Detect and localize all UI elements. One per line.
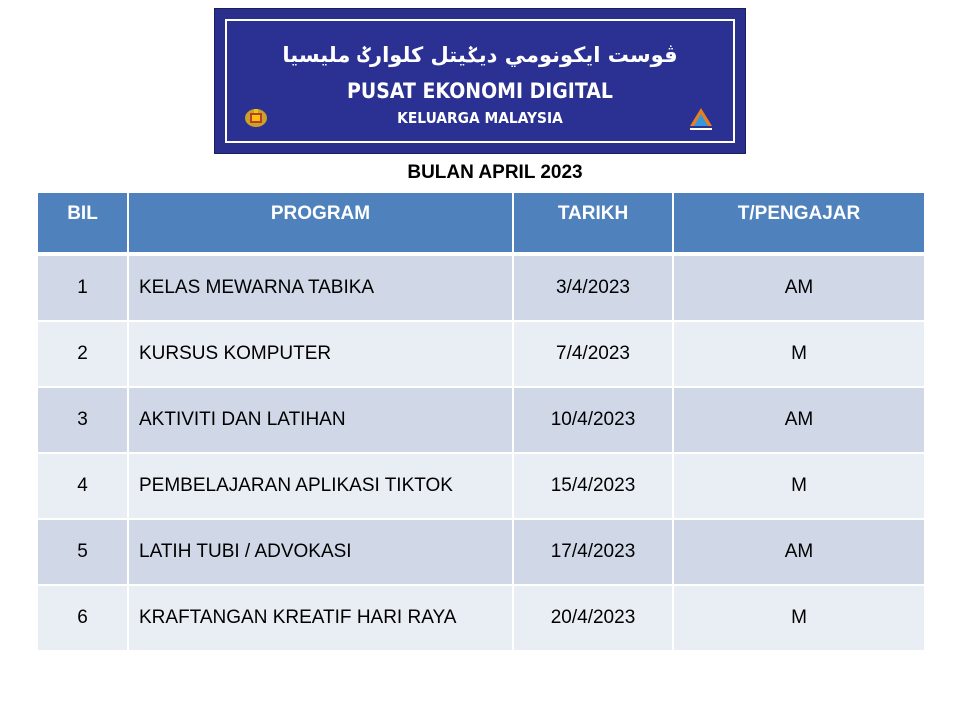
cell-bil: 4 bbox=[37, 453, 128, 519]
banner-title: PUSAT EKONOMI DIGITAL bbox=[347, 79, 613, 103]
cell-bil: 6 bbox=[37, 585, 128, 651]
table-row bbox=[37, 453, 925, 519]
cell-pengajar: M bbox=[673, 585, 925, 651]
cell-tarikh: 7/4/2023 bbox=[513, 321, 673, 387]
table-row bbox=[37, 321, 925, 387]
cell-pengajar: AM bbox=[673, 519, 925, 585]
table-header-row bbox=[37, 192, 925, 254]
table-row bbox=[37, 585, 925, 651]
cell-pengajar: AM bbox=[673, 387, 925, 453]
header-bil: BIL bbox=[37, 192, 128, 254]
cell-program: AKTIVITI DAN LATIHAN bbox=[128, 387, 513, 453]
mcmc-logo-icon bbox=[687, 105, 715, 133]
cell-tarikh: 17/4/2023 bbox=[513, 519, 673, 585]
cell-program: KELAS MEWARNA TABIKA bbox=[128, 254, 513, 321]
banner-frame bbox=[225, 19, 735, 143]
cell-pengajar: M bbox=[673, 453, 925, 519]
cell-tarikh: 20/4/2023 bbox=[513, 585, 673, 651]
cell-bil: 3 bbox=[37, 387, 128, 453]
cell-tarikh: 15/4/2023 bbox=[513, 453, 673, 519]
cell-program: LATIH TUBI / ADVOKASI bbox=[128, 519, 513, 585]
banner bbox=[214, 8, 746, 154]
header-pengajar: T/PENGAJAR bbox=[673, 192, 925, 254]
cell-program: KURSUS KOMPUTER bbox=[128, 321, 513, 387]
cell-bil: 2 bbox=[37, 321, 128, 387]
table-row bbox=[37, 519, 925, 585]
header-tarikh: TARIKH bbox=[513, 192, 673, 254]
cell-pengajar: AM bbox=[673, 254, 925, 321]
cell-bil: 5 bbox=[37, 519, 128, 585]
table-row bbox=[37, 254, 925, 321]
table-row bbox=[37, 387, 925, 453]
banner-jawi-text: ڤوست ايكونومي ديݢيتل كلوارݢ مليسيا bbox=[282, 43, 678, 67]
month-heading: BULAN APRIL 2023 bbox=[407, 162, 583, 183]
cell-program: KRAFTANGAN KREATIF HARI RAYA bbox=[128, 585, 513, 651]
cell-program: PEMBELAJARAN APLIKASI TIKTOK bbox=[128, 453, 513, 519]
malaysia-crest-icon bbox=[243, 107, 269, 129]
banner-subtitle: KELUARGA MALAYSIA bbox=[397, 109, 563, 127]
cell-tarikh: 3/4/2023 bbox=[513, 254, 673, 321]
cell-pengajar: M bbox=[673, 321, 925, 387]
header-program: PROGRAM bbox=[128, 192, 513, 254]
cell-tarikh: 10/4/2023 bbox=[513, 387, 673, 453]
cell-bil: 1 bbox=[37, 254, 128, 321]
program-schedule-table bbox=[36, 191, 926, 652]
